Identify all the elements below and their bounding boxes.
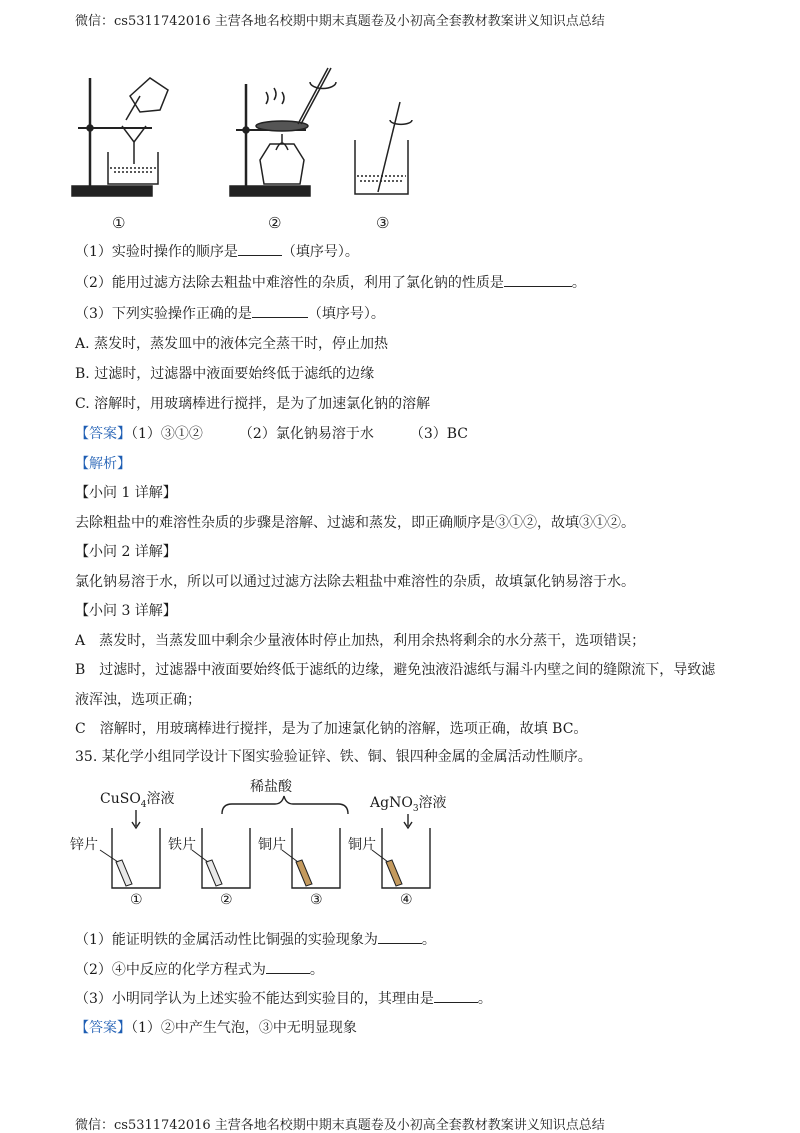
q34-option-b: B. 过滤时，过滤器中液面要始终低于滤纸的边缘 (75, 366, 375, 382)
sub3-b2: 液浑浊，选项正确； (75, 692, 201, 708)
beaker-label-3: ③ (310, 892, 323, 908)
sub3-title: 【小问 3 详解】 (75, 603, 177, 619)
q35-part1: （1）能证明铁的金属活动性比铜强的实验现象为 。 (75, 932, 436, 948)
sub3-c: C 溶解时，用玻璃棒进行搅拌，是为了加速氯化钠的溶解，选项正确，故填 BC。 (75, 721, 588, 737)
metal-label-1: 锌片 (70, 837, 98, 853)
blank[interactable] (434, 989, 478, 1003)
sub2-text: 氯化钠易溶于水，所以可以通过过滤方法除去粗盐中难溶性的杂质，故填氯化钠易溶于水。 (75, 574, 635, 590)
experiment-figure-1 (60, 60, 460, 235)
metal-label-2: 铁片 (168, 837, 196, 853)
sub1-title: 【小问 1 详解】 (75, 485, 177, 501)
sub3-a: A 蒸发时，当蒸发皿中剩余少量液体时停止加热，利用余热将剩余的水分蒸干，选项错误； (75, 633, 646, 649)
apparatus-label-2: ② (268, 214, 282, 232)
blank[interactable] (266, 960, 310, 974)
cuso4-label: CuSO$_4$溶液 (100, 791, 175, 810)
q34-answer: 【答案】（1）③①② （2）氯化钠易溶于水 （3）BC (75, 426, 469, 442)
q34-option-a: A. 蒸发时，蒸发皿中的液体完全蒸干时，停止加热 (75, 336, 389, 352)
metal-label-4: 铜片 (348, 837, 376, 853)
zinc-strip (116, 860, 132, 886)
blank[interactable] (238, 242, 282, 256)
copper-strip (386, 860, 402, 886)
sub1-text: 去除粗盐中的难溶性杂质的步骤是溶解、过滤和蒸发，即正确顺序是③①②，故填③①②。 (75, 515, 635, 531)
copper-strip (296, 860, 312, 886)
beaker-label-1: ① (130, 892, 143, 908)
q34-option-c: C. 溶解时，用玻璃棒进行搅拌，是为了加速氯化钠的溶解 (75, 396, 431, 412)
apparatus-label-3: ③ (376, 214, 390, 232)
answer-tag: 【答案】 (75, 426, 131, 442)
q35-stem: 35. 某化学小组同学设计下图实验验证锌、铁、铜、银四种金属的金属活动性顺序。 (75, 749, 592, 765)
iron-strip (206, 860, 222, 886)
blank[interactable] (378, 930, 422, 944)
q34-part1: （1）实验时操作的顺序是 （填序号）。 (75, 244, 359, 260)
page-footer: 微信：cs5311742016 主营各地名校期中期末真题卷及小初高全套教材教案讲义知识点总结 (75, 1118, 605, 1133)
q35-part3: （3）小明同学认为上述实验不能达到实验目的，其理由是 。 (75, 991, 492, 1007)
q35-part2: （2）④中反应的化学方程式为 。 (75, 962, 324, 978)
q35-answer: 【答案】（1）②中产生气泡，③中无明显现象 (75, 1020, 357, 1036)
sub2-title: 【小问 2 详解】 (75, 544, 177, 560)
page-header: 微信：cs5311742016 主营各地名校期中期末真题卷及小初高全套教材教案讲义知识点总结 (75, 14, 605, 29)
answer-tag: 【答案】 (75, 1020, 131, 1036)
hcl-label: 稀盐酸 (250, 779, 292, 795)
beaker-label-4: ④ (400, 892, 413, 908)
blank[interactable] (252, 304, 308, 318)
q34-part2: （2）能用过滤方法除去粗盐中难溶性的杂质，利用了氯化钠的性质是 。 (75, 275, 586, 291)
experiment-figure-2 (70, 772, 470, 912)
blank[interactable] (504, 273, 572, 287)
apparatus-label-1: ① (112, 214, 126, 232)
analysis-tag: 【解析】 (75, 456, 131, 472)
beaker-label-2: ② (220, 892, 233, 908)
metal-label-3: 铜片 (258, 837, 286, 853)
sub3-b1: B 过滤时，过滤器中液面要始终低于滤纸的边缘，避免浊液沿滤纸与漏斗内壁之间的缝隙流下，导致滤 (75, 662, 716, 678)
agno3-label: AgNO$_3$溶液 (370, 795, 447, 814)
q34-part3: （3）下列实验操作正确的是 （填序号）。 (75, 306, 385, 322)
